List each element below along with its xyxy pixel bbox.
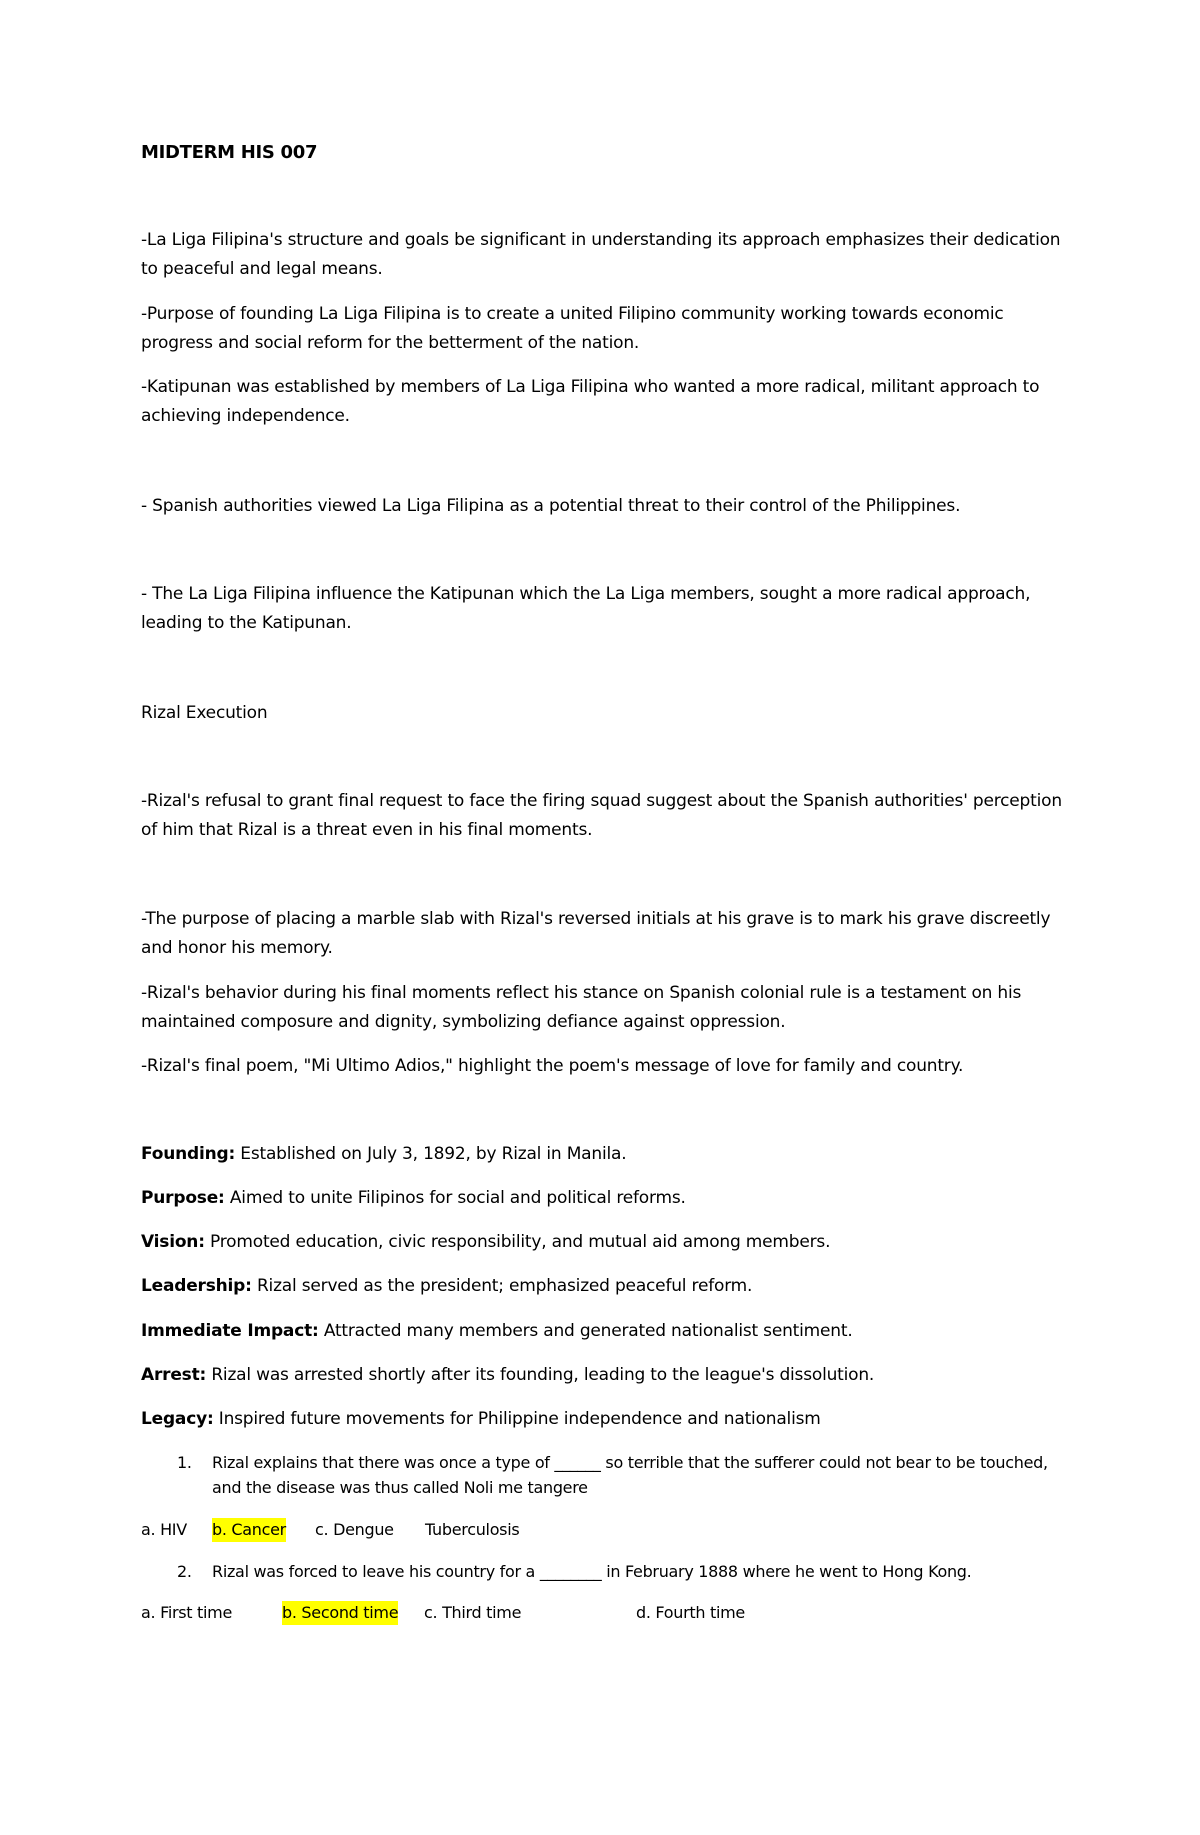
fact-text: Aimed to unite Filipinos for social and political reforms.	[224, 1188, 686, 1208]
question-1	[141, 1450, 1071, 1502]
question-number: 2.	[177, 1562, 192, 1581]
q1-option-b-highlighted: b. Cancer	[212, 1518, 286, 1542]
fact-text: Inspired future movements for Philippine independence and nationalism	[213, 1409, 821, 1429]
question-text: Rizal was forced to leave his country for a ________ in February 1888 where he went to Hong Kong.	[212, 1562, 972, 1581]
rizal-note-1: -Rizal's refusal to grant final request to face the firing squad suggest about the Spanish authorities' perception of him that Rizal is a threat even in his final moments.	[141, 791, 1062, 840]
fact-label: Leadership:	[141, 1276, 252, 1296]
fact-text: Attracted many members and generated nationalist sentiment.	[318, 1321, 853, 1341]
question-2	[141, 1559, 1071, 1585]
fact-text: Rizal was arrested shortly after its founding, leading to the league's dissolution.	[206, 1365, 875, 1385]
liga-note-1: -La Liga Filipina's structure and goals be significant in understanding its approach emphasizes their dedication to peaceful and legal means.	[141, 230, 1061, 279]
q1-option-d: Tuberculosis	[425, 1520, 520, 1539]
question-number: 1.	[177, 1453, 192, 1472]
question-text: Rizal explains that there was once a type of ______ so terrible that the sufferer could not bear to be touched, and the disease was thus called Noli me tangere	[212, 1453, 1048, 1497]
rizal-note-3: -Rizal's behavior during his final moments reflect his stance on Spanish colonial rule is a testament on his maintained composure and dignity, symbolizing defiance against oppression.	[141, 983, 1022, 1032]
section-heading-rizal-execution: Rizal Execution	[141, 703, 268, 723]
fact-arrest	[141, 1362, 1091, 1388]
fact-label: Arrest:	[141, 1365, 207, 1385]
fact-label: Purpose:	[141, 1188, 225, 1208]
q1-option-c: c. Dengue	[315, 1520, 394, 1539]
fact-legacy	[141, 1406, 1091, 1432]
q2-option-d: d. Fourth time	[636, 1603, 745, 1622]
fact-founding	[141, 1141, 1091, 1167]
liga-note-2: -Purpose of founding La Liga Filipina is to create a united Filipino community working towards economic progress and social reform for the betterment of the nation.	[141, 304, 1004, 353]
q2-option-c: c. Third time	[424, 1603, 522, 1622]
liga-note-4: - Spanish authorities viewed La Liga Filipina as a potential threat to their control of the Philippines.	[141, 496, 961, 516]
fact-vision	[141, 1229, 1091, 1255]
document-title: MIDTERM HIS 007	[141, 142, 318, 163]
fact-text: Promoted education, civic responsibility, and mutual aid among members.	[204, 1232, 831, 1252]
fact-label: Founding:	[141, 1144, 236, 1164]
fact-text: Established on July 3, 1892, by Rizal in Manila.	[235, 1144, 627, 1164]
q2-option-a: a. First time	[141, 1603, 232, 1622]
fact-text: Rizal served as the president; emphasized peaceful reform.	[251, 1276, 753, 1296]
fact-label: Legacy:	[141, 1409, 214, 1429]
q1-option-a: a. HIV	[141, 1520, 187, 1539]
liga-note-3: -Katipunan was established by members of La Liga Filipina who wanted a more radical, militant approach to achieving independence.	[141, 377, 1040, 426]
fact-leadership	[141, 1273, 1091, 1299]
liga-note-5: - The La Liga Filipina influence the Katipunan which the La Liga members, sought a more radical approach, leading to the Katipunan.	[141, 584, 1031, 633]
fact-label: Vision:	[141, 1232, 205, 1252]
fact-purpose	[141, 1185, 1091, 1211]
q2-option-b-highlighted: b. Second time	[282, 1601, 398, 1625]
rizal-note-4: -Rizal's final poem, "Mi Ultimo Adios," highlight the poem's message of love for family and country.	[141, 1056, 964, 1076]
fact-immediate-impact	[141, 1318, 1091, 1344]
rizal-note-2: -The purpose of placing a marble slab with Rizal's reversed initials at his grave is to mark his grave discreetly and honor his memory.	[141, 909, 1051, 958]
fact-label: Immediate Impact:	[141, 1321, 319, 1341]
